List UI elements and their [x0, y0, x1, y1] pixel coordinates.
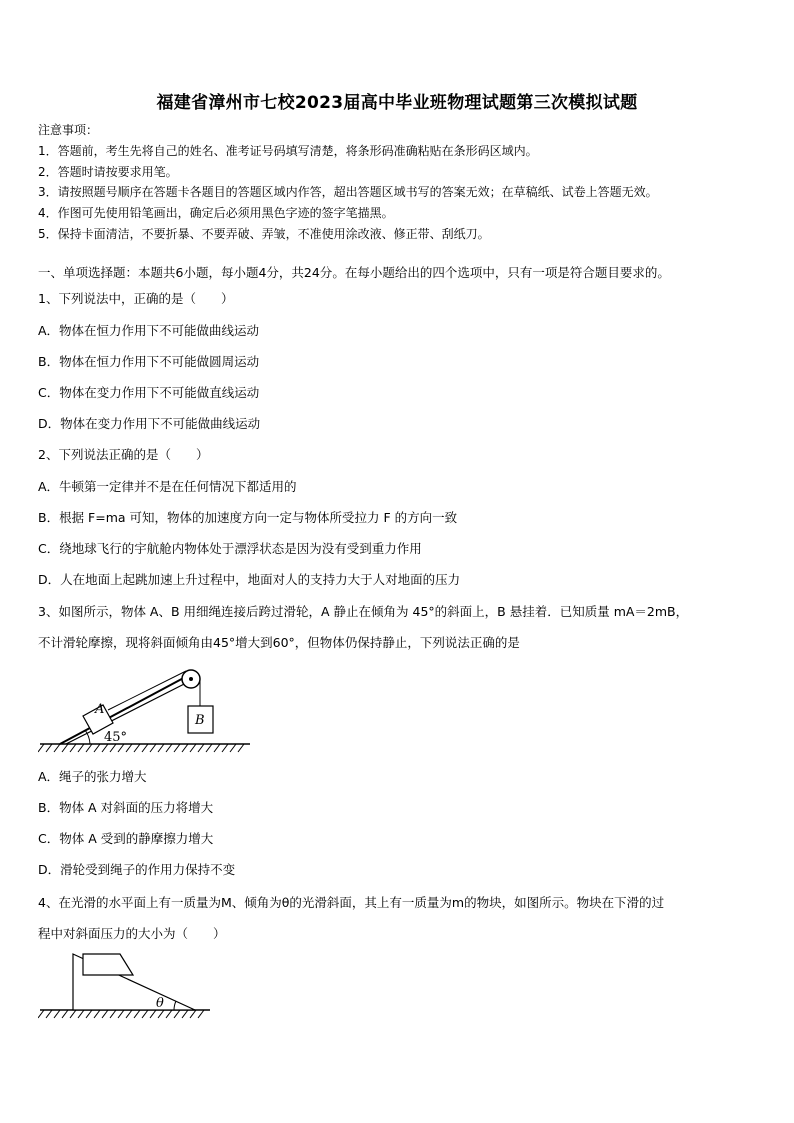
question-1-stem: 1、下列说法中，正确的是（ ） [38, 291, 234, 306]
page-title: 福建省漳州市七校2023届高中毕业班物理试题第三次模拟试题 [156, 93, 638, 113]
question-3-stem-line2: 不计滑轮摩擦，现将斜面倾角由45°增大到60°，但物体仍保持静止，下列说法正确的是 [38, 635, 520, 650]
question-1-option-b: B．物体在恒力作用下不可能做圆周运动 [38, 354, 260, 369]
question-3-option-a: A．绳子的张力增大 [38, 769, 147, 784]
question-3-option-b: B．物体 A 对斜面的压力将增大 [38, 800, 214, 815]
question-3-stem-line1: 3、如图所示，物体 A、B 用细绳连接后跨过滑轮，A 静止在倾角为 45°的斜面上，B 悬挂着．已知质量 mA＝2mB， [38, 604, 689, 619]
question-2-option-c: C．绕地球飞行的宇航舱内物体处于漂浮状态是因为没有受到重力作用 [38, 541, 422, 556]
question-4-stem-line1: 4、在光滑的水平面上有一质量为M、倾角为θ的光滑斜面，其上有一质量为m的物块，如图所示。物块在下滑的过 [38, 895, 665, 910]
question-1-option-a: A．物体在恒力作用下不可能做曲线运动 [38, 323, 260, 338]
question-2-option-b: B．根据 F=ma 可知，物体的加速度方向一定与物体所受拉力 F 的方向一致 [38, 510, 458, 525]
notice-item: 4．作图可先使用铅笔画出，确定后必须用黑色字迹的签字笔描黑。 [38, 206, 394, 220]
question-3-option-d: D．滑轮受到绳子的作用力保持不变 [38, 862, 236, 877]
question-4-figure [38, 948, 213, 1023]
question-1-option-d: D．物体在变力作用下不可能做曲线运动 [38, 416, 261, 431]
question-4-stem-line2: 程中对斜面压力的大小为（ ） [38, 926, 226, 941]
question-2-stem: 2、下列说法正确的是（ ） [38, 447, 209, 462]
question-3-figure [38, 660, 253, 755]
section-heading: 一、单项选择题：本题共6小题，每小题4分，共24分。在每小题给出的四个选项中，只有一项是符合题目要求的。 [38, 265, 670, 280]
question-3-option-c: C．物体 A 受到的静摩擦力增大 [38, 831, 214, 846]
notice-item: 2．答题时请按要求用笔。 [38, 165, 178, 179]
block-a-label: A [95, 702, 105, 717]
notice-item: 1．答题前，考生先将自己的姓名、准考证号码填写清楚，将条形码准确粘贴在条形码区域内。 [38, 144, 538, 158]
theta-label: θ [156, 996, 164, 1011]
question-2-option-a: A．牛顿第一定律并不是在任何情况下都适用的 [38, 479, 297, 494]
notice-heading: 注意事项： [38, 123, 99, 137]
block-b-label: B [195, 713, 205, 728]
notice-item: 5．保持卡面清洁，不要折暴、不要弄破、弄皱，不准使用涂改液、修正带、刮纸刀。 [38, 227, 490, 241]
question-1-option-c: C．物体在变力作用下不可能做直线运动 [38, 385, 260, 400]
angle-label: 45° [104, 730, 128, 745]
question-2-option-d: D．人在地面上起跳加速上升过程中，地面对人的支持力大于人对地面的压力 [38, 572, 461, 587]
notice-item: 3．请按照题号顺序在答题卡各题目的答题区域内作答，超出答题区域书写的答案无效；在草稿纸、试卷上答题无效。 [38, 185, 658, 199]
